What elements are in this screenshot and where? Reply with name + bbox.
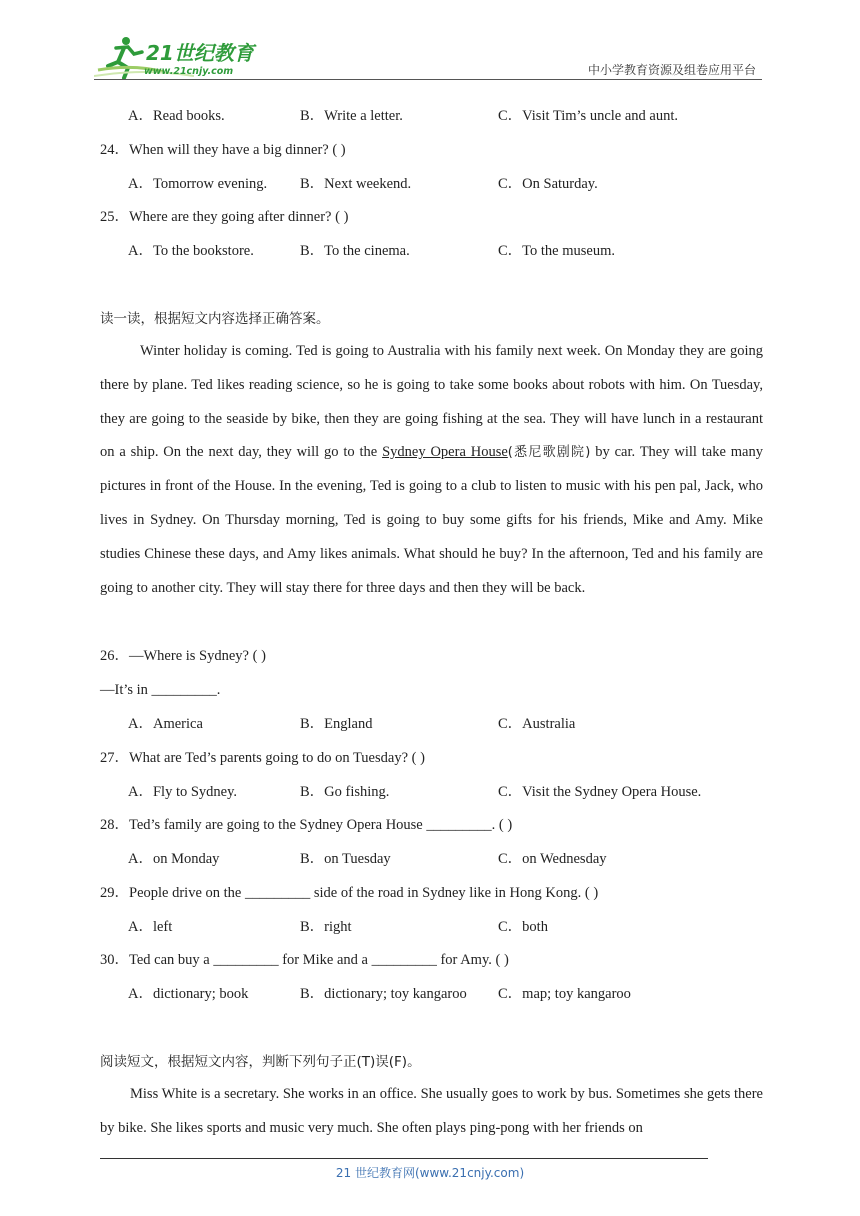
q24-text: 24．When will they have a big dinner? ( ) (100, 142, 346, 158)
q30-option-b[interactable]: B．dictionary; toy kangaroo (300, 986, 467, 1002)
q26-option-c[interactable]: C．Australia (498, 716, 576, 732)
section2-instruction: 读一读，根据短文内容选择正确答案。 (100, 311, 330, 327)
q23-option-b[interactable]: B．Write a letter. (300, 108, 403, 124)
q23-option-c[interactable]: C．Visit Tim’s uncle and aunt. (498, 108, 678, 124)
section3-passage (100, 1078, 763, 1146)
platform-name: 中小学教育资源及组卷应用平台 (587, 63, 756, 77)
q25-option-a[interactable]: A．To the bookstore. (128, 243, 254, 259)
q27-option-a[interactable]: A．Fly to Sydney. (128, 784, 238, 800)
q27-text: 27．What are Ted’s parents going to do on Tuesday? ( ) (100, 750, 425, 766)
passage-part2: by car. They will take many pictures in front of the House. In the evening, Ted is going to a club to listen to music with his pen pal, Jack, who lives in Sydney. On Thursday morning, Ted is going to buy some gifts for his friends, Mike and Amy. Mike studies Chinese these days, and Amy likes animals. What should he buy? In the afternoon, Ted and his family are going to another city. They will stay there for three days and then they will be back. (100, 444, 763, 596)
q25-text: 25．Where are they going after dinner? ( ) (100, 209, 349, 225)
q29-text: 29．People drive on the _________ side of the road in Sydney like in Hong Kong. ( ) (100, 885, 599, 901)
q29-option-b[interactable]: B．right (300, 919, 352, 935)
section3-instruction: 阅读短文，根据短文内容，判断下列句子正(T)误(F)。 (100, 1054, 421, 1070)
header-rule (94, 79, 762, 80)
q28-option-a[interactable]: A．on Monday (128, 851, 220, 867)
svg-text:21世纪教育: 21世纪教育 (146, 41, 254, 65)
q26-text: 26．—Where is Sydney? ( ) (100, 648, 266, 664)
q28-option-c[interactable]: C．on Wednesday (498, 851, 607, 867)
q28-option-b[interactable]: B．on Tuesday (300, 851, 391, 867)
passage-note: (悉尼歌剧院) (507, 445, 591, 461)
runner-logo-icon (94, 36, 264, 80)
q29-option-c[interactable]: C．both (498, 919, 548, 935)
q27-option-b[interactable]: B．Go fishing. (300, 784, 390, 800)
passage-part1: Winter holiday is coming. Ted is going to Australia with his family next week. On Monday they are going there by plane. Ted likes reading science, so he is going to take some books about robots with him. On Tuesday, they are going to the seaside by bike, then they are going fishing at the sea. They will have lunch in a restaurant on a ship. On the next day, they will go to the (100, 343, 763, 461)
section2-passage (100, 335, 763, 605)
passage-link-sydney-opera-house: Sydney Opera House (382, 444, 508, 461)
q26-option-b[interactable]: B．England (300, 716, 373, 732)
q26-option-a[interactable]: A．America (128, 716, 203, 732)
site-logo (94, 36, 264, 80)
q25-option-b[interactable]: B．To the cinema. (300, 243, 410, 259)
footer-source[interactable]: 21 世纪教育网(www.21cnjy.com) (335, 1166, 525, 1180)
q24-option-b[interactable]: B．Next weekend. (300, 176, 412, 192)
footer-rule (100, 1158, 708, 1159)
q27-option-c[interactable]: C．Visit the Sydney Opera House. (498, 784, 702, 800)
q26-answer-line: —It’s in _________. (100, 682, 221, 698)
q24-option-a[interactable]: A．Tomorrow evening. (128, 176, 268, 192)
q28-text: 28．Ted’s family are going to the Sydney Opera House _________. ( ) (100, 817, 513, 833)
section3-passage-text: Miss White is a secretary. She works in an office. She usually goes to work by bus. Sometimes she gets there by bike. She likes sports and music very much. She often plays ping-pong with her friends on (100, 1086, 763, 1136)
q30-text: 30．Ted can buy a _________ for Mike and a _________ for Amy. ( ) (100, 952, 509, 968)
q25-option-c[interactable]: C．To the museum. (498, 243, 615, 259)
page-header (0, 0, 860, 90)
svg-text:www.21cnjy.com: www.21cnjy.com (144, 66, 234, 77)
q29-option-a[interactable]: A．left (128, 919, 173, 935)
q30-option-a[interactable]: A．dictionary; book (128, 986, 249, 1002)
q23-option-a[interactable]: A．Read books. (128, 108, 225, 124)
q30-option-c[interactable]: C．map; toy kangaroo (498, 986, 631, 1002)
q24-option-c[interactable]: C．On Saturday. (498, 176, 598, 192)
